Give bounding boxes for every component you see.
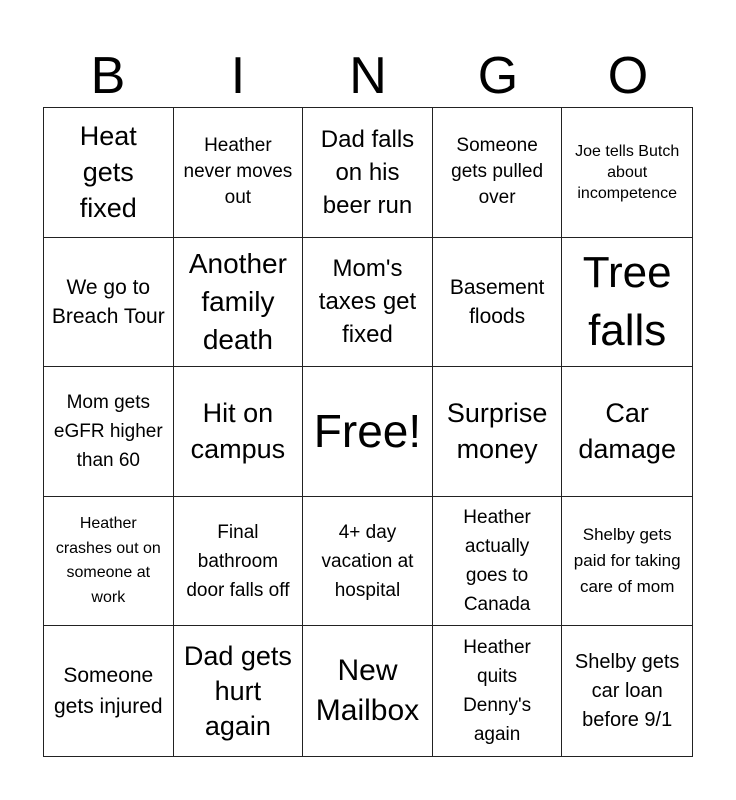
cell-text: Joe tells Butch about incompetence [575,142,680,202]
bingo-cell-r3c4[interactable] [433,367,563,497]
bingo-cell-r2c1[interactable] [44,238,174,368]
cell-text: Surprise money [446,398,548,465]
header-letter-i: I [230,47,246,105]
cell-text: Another family death [188,247,287,355]
bingo-cell-r5c3[interactable] [303,626,433,756]
bingo-cell-r5c4[interactable] [433,626,563,756]
bingo-cell-r3c1[interactable] [44,367,174,497]
bingo-cell-r1c5[interactable] [562,108,692,238]
bingo-cell-r1c3[interactable] [303,108,433,238]
bingo-cell-r4c1[interactable] [44,497,174,627]
bingo-cell-r2c2[interactable] [174,238,304,368]
bingo-cell-r1c1[interactable] [44,108,174,238]
bingo-cell-r2c4[interactable] [433,238,563,368]
cell-text: Heather quits Denny's again [463,637,532,746]
cell-text: Dad gets hurt again [183,640,292,741]
header-letter-b: B [90,47,126,105]
bingo-cell-r2c3[interactable] [303,238,433,368]
cell-text: Basement floods [449,275,545,328]
cell-text: Someone gets pulled over [451,135,544,209]
bingo-cell-free[interactable] [303,367,433,497]
header-letter-n: N [349,47,387,105]
cell-text: Heather actually goes to Canada [463,507,531,616]
bingo-cell-r3c2[interactable] [174,367,304,497]
cell-text: Mom's taxes get fixed [318,255,417,349]
cell-text: Tree falls [582,247,672,355]
cell-text: Shelby gets car loan before 9/1 [574,650,680,731]
header-letter-o: O [607,47,649,105]
cell-text: Hit on campus [190,398,286,465]
cell-text: Heather crashes out on someone at work [55,515,161,606]
cell-text: Dad falls on his beer run [320,125,415,219]
header-letter-g: G [477,47,519,105]
bingo-cell-r1c4[interactable] [433,108,563,238]
free-space-text: Free! [313,405,422,458]
bingo-cell-r4c3[interactable] [303,497,433,627]
bingo-cell-r1c2[interactable] [174,108,304,238]
bingo-cell-r4c4[interactable] [433,497,563,627]
bingo-board [43,107,693,757]
cell-text: Shelby gets paid for taking care of mom [573,525,681,597]
cell-text: Mom gets eGFR higher than 60 [53,391,163,471]
bingo-cell-r3c5[interactable] [562,367,692,497]
cell-text: Car damage [578,398,676,465]
bingo-cell-r4c5[interactable] [562,497,692,627]
cell-text: Final bathroom door falls off [186,521,290,601]
cell-text: We go to Breach Tour [51,275,165,328]
bingo-cell-r5c2[interactable] [174,626,304,756]
bingo-cell-r5c5[interactable] [562,626,692,756]
bingo-cell-r2c5[interactable] [562,238,692,368]
cell-text: Heather never moves out [183,135,293,209]
bingo-header [43,44,693,108]
cell-text: Someone gets injured [54,664,163,719]
cell-text: 4+ day vacation at hospital [321,521,414,601]
bingo-cell-r4c2[interactable] [174,497,304,627]
bingo-cell-r5c1[interactable] [44,626,174,756]
cell-text: New Mailbox [315,654,420,728]
cell-text: Heat gets fixed [79,121,137,224]
